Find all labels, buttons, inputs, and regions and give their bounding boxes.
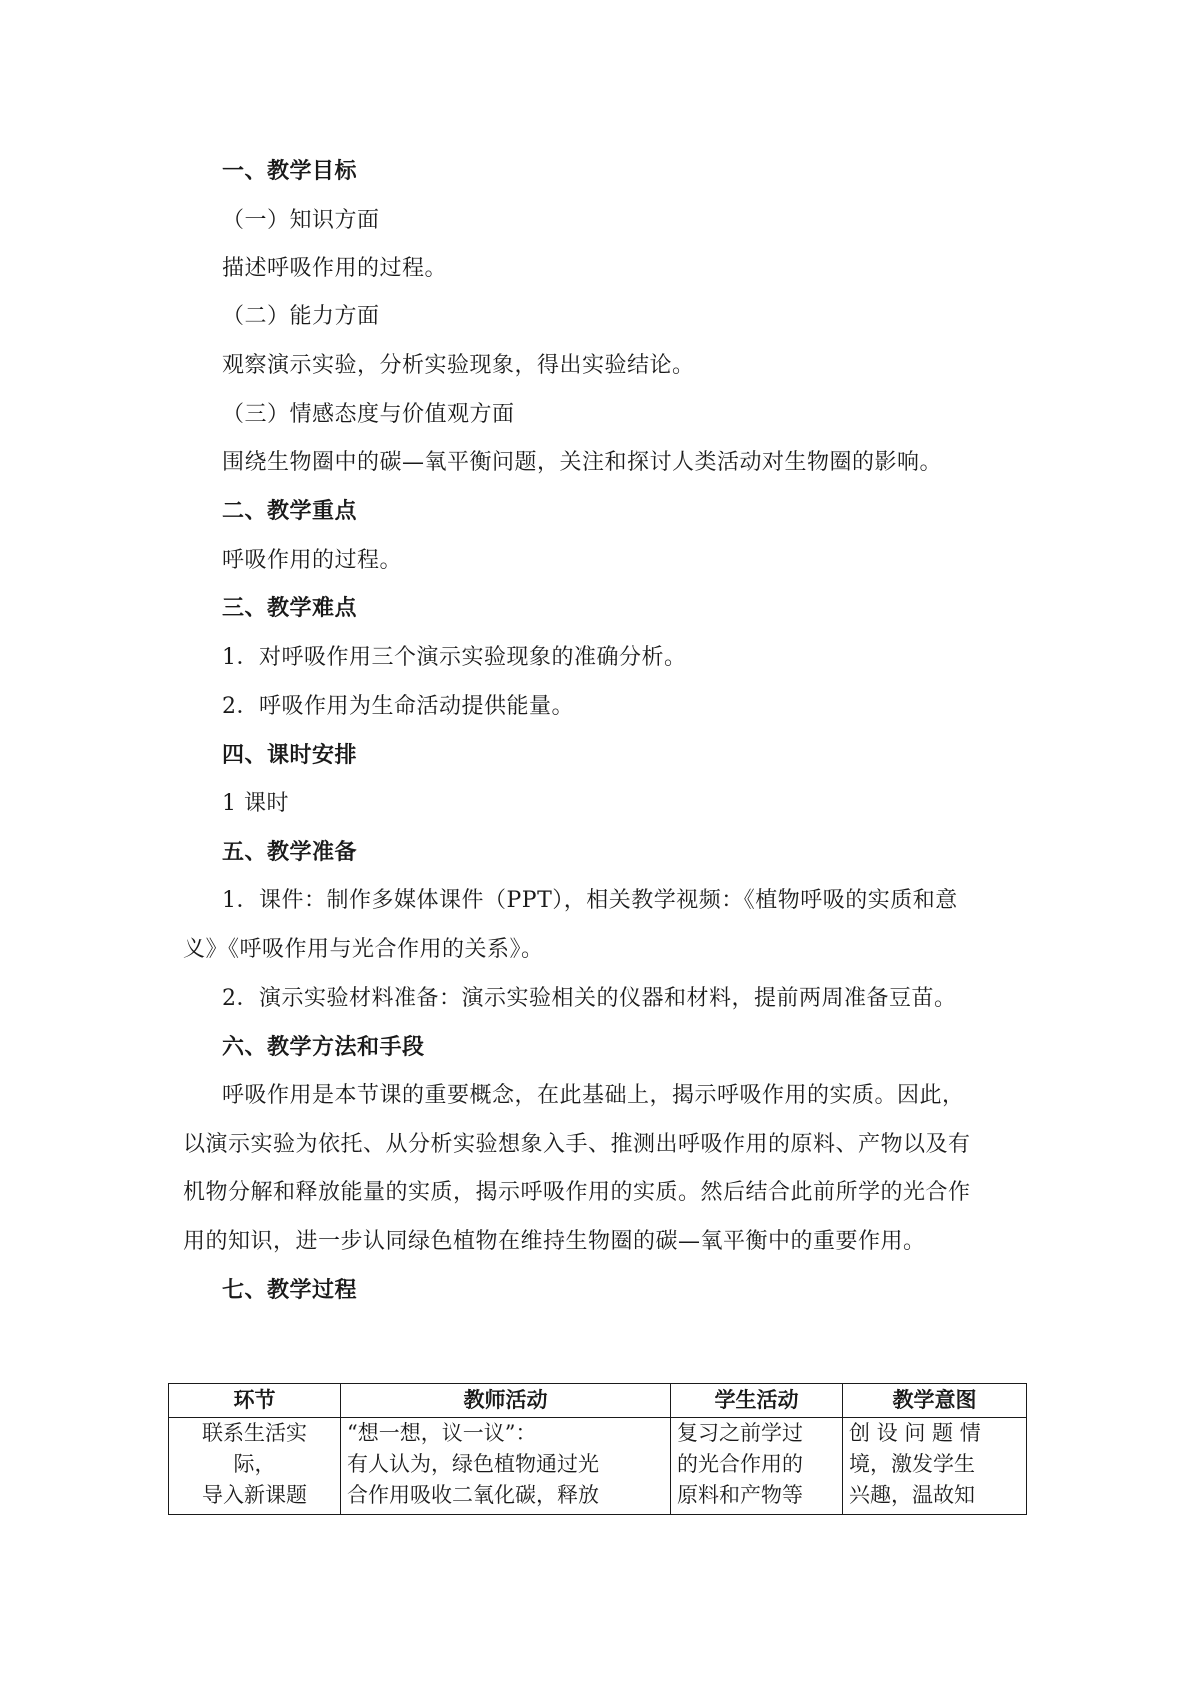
cell-stage-line-2: 际， <box>233 1452 276 1476</box>
section-6-paragraph-line-2: 以演示实验为依托、从分析实验想象入手、推测出呼吸作用的原料、产物以及有 <box>183 1132 971 1157</box>
section-4-heading: 四、课时安排 <box>222 743 358 768</box>
cell-teacher-activity <box>341 1418 671 1515</box>
section-1-text-knowledge: 描述呼吸作用的过程。 <box>222 256 448 281</box>
section-2-heading: 二、教学重点 <box>222 499 358 524</box>
section-1-text-attitude: 围绕生物圈中的碳—氧平衡问题，关注和探讨人类活动对生物圈的影响。 <box>222 450 943 475</box>
section-5-item-2: 2．演示实验材料准备：演示实验相关的仪器和材料，提前两周准备豆苗。 <box>222 986 957 1011</box>
section-1-subheading-knowledge: （一）知识方面 <box>222 208 380 233</box>
section-5-heading: 五、教学准备 <box>222 840 358 865</box>
section-3-item-1: 1．对呼吸作用三个演示实验现象的准确分析。 <box>222 645 687 670</box>
section-7-heading: 七、教学过程 <box>222 1278 358 1303</box>
section-1-subheading-attitude: （三）情感态度与价值观方面 <box>222 402 515 427</box>
teaching-process-table <box>168 1383 1027 1515</box>
section-1-heading: 一、教学目标 <box>222 159 358 184</box>
section-6-paragraph-line-3: 机物分解和释放能量的实质，揭示呼吸作用的实质。然后结合此前所学的光合作 <box>183 1180 971 1205</box>
section-6-paragraph-line-4: 用的知识，进一步认同绿色植物在维持生物圈的碳—氧平衡中的重要作用。 <box>183 1229 926 1254</box>
cell-student-line-1: 复习之前学过 <box>677 1421 803 1445</box>
cell-intent-line-2: 境，激发学生 <box>849 1452 975 1476</box>
cell-intent-line-1: 创 设 问 题 情 <box>849 1421 981 1445</box>
header-student-activity: 学生活动 <box>671 1384 843 1418</box>
cell-intent-line-3: 兴趣，温故知 <box>849 1483 975 1507</box>
cell-student-line-2: 的光合作用的 <box>677 1452 803 1476</box>
table-header-row <box>169 1384 1027 1418</box>
cell-teaching-intent <box>843 1418 1027 1515</box>
section-3-heading: 三、教学难点 <box>222 596 358 621</box>
cell-teacher-line-2: 有人认为，绿色植物通过光 <box>347 1452 599 1476</box>
cell-stage-line-3: 导入新课题 <box>202 1483 307 1507</box>
section-1-subheading-ability: （二）能力方面 <box>222 304 380 329</box>
section-5-item-1-line-2: 义》《呼吸作用与光合作用的关系》。 <box>183 937 544 962</box>
cell-teacher-line-3: 合作用吸收二氧化碳，释放 <box>347 1483 599 1507</box>
section-5-item-1-line-1: 1．课件：制作多媒体课件（PPT），相关教学视频：《植物呼吸的实质和意 <box>222 888 958 913</box>
section-3-item-2: 2．呼吸作用为生命活动提供能量。 <box>222 694 574 719</box>
cell-student-activity <box>671 1418 843 1515</box>
section-1-text-ability: 观察演示实验，分析实验现象，得出实验结论。 <box>222 353 695 378</box>
section-6-paragraph-line-1: 呼吸作用是本节课的重要概念，在此基础上，揭示呼吸作用的实质。因此， <box>222 1083 965 1108</box>
cell-stage <box>169 1418 341 1515</box>
section-4-text: 1 课时 <box>222 791 289 816</box>
section-2-text: 呼吸作用的过程。 <box>222 548 403 573</box>
header-teacher-activity: 教师活动 <box>341 1384 671 1418</box>
section-6-heading: 六、教学方法和手段 <box>222 1035 425 1060</box>
cell-student-line-3: 原料和产物等 <box>677 1483 803 1507</box>
header-stage: 环节 <box>169 1384 341 1418</box>
cell-teacher-line-1: “想一想，议一议”： <box>347 1421 537 1445</box>
table-row <box>169 1418 1027 1515</box>
cell-stage-line-1: 联系生活实 <box>202 1421 307 1445</box>
header-teaching-intent: 教学意图 <box>843 1384 1027 1418</box>
